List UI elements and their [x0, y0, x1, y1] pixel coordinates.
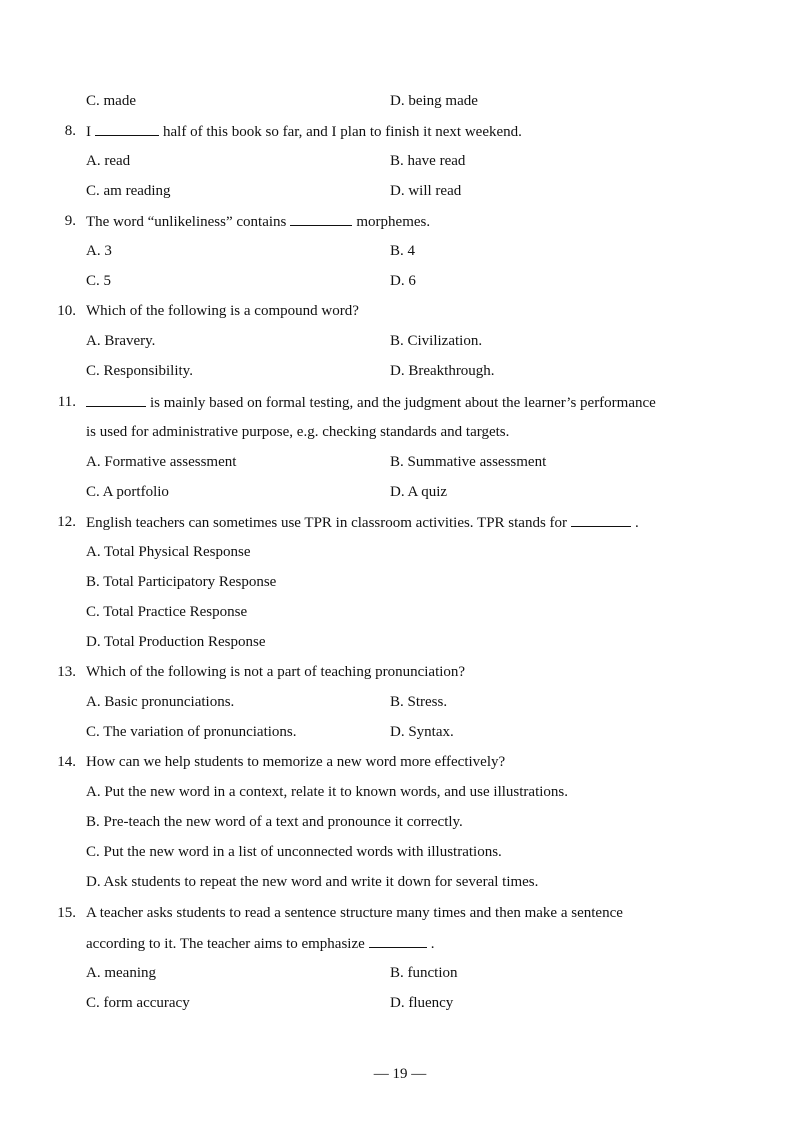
q8-option-d: D. will read	[390, 183, 462, 199]
q9-option-c: C. 5	[86, 273, 112, 289]
q15-blank	[369, 933, 427, 948]
q11-number: 11.	[57, 394, 76, 410]
q14-option-b: B. Pre-teach the new word of a text and pronounce it correctly.	[86, 814, 463, 830]
q9-stem-post: morphemes.	[356, 214, 431, 230]
q12-stem	[86, 512, 639, 533]
q9-stem-pre: The word “unlikeliness” contains	[86, 214, 287, 230]
q13-option-c: C. The variation of pronunciations.	[86, 724, 297, 740]
q15-stem-line2-pre: according to it. The teacher aims to emphasize	[86, 936, 365, 952]
q8-stem-post: half of this book so far, and I plan to finish it next weekend.	[163, 124, 522, 140]
q14-option-a: A. Put the new word in a context, relate it to known words, and use illustrations.	[86, 784, 568, 800]
q15-stem-line2	[86, 933, 435, 954]
q15-option-b: B. function	[390, 965, 458, 981]
q7-option-d: D. being made	[390, 93, 478, 109]
q13-stem: Which of the following is not a part of teaching pronunciation?	[86, 664, 466, 680]
q11-option-a: A. Formative assessment	[86, 454, 237, 470]
q14-stem: How can we help students to memorize a new word more effectively?	[86, 754, 506, 770]
q12-stem-pre: English teachers can sometimes use TPR in classroom activities. TPR stands for	[86, 515, 568, 531]
q8-option-c: C. am reading	[86, 183, 171, 199]
page-number: — 19 —	[373, 1066, 427, 1082]
q15-number: 15.	[57, 905, 76, 921]
q12-number: 12.	[57, 514, 76, 530]
q8-stem	[86, 121, 522, 142]
q15-option-a: A. meaning	[86, 965, 156, 981]
q8-blank	[95, 121, 159, 136]
q11-stem	[86, 392, 656, 413]
q11-option-d: D. A quiz	[390, 484, 448, 500]
q15-stem: A teacher asks students to read a sentence structure many times and then make a sentence	[86, 905, 623, 921]
q10-number: 10.	[57, 303, 76, 319]
q8-stem-pre: I	[86, 124, 91, 140]
q13-option-a: A. Basic pronunciations.	[86, 694, 235, 710]
q11-blank	[86, 392, 146, 407]
q9-option-d: D. 6	[390, 273, 416, 289]
q15-option-d: D. fluency	[390, 995, 454, 1011]
q12-blank	[571, 512, 631, 527]
q13-option-b: B. Stress.	[390, 694, 448, 710]
q10-option-b: B. Civilization.	[390, 333, 483, 349]
q9-option-a: A. 3	[86, 243, 112, 259]
q14-option-d: D. Ask students to repeat the new word and write it down for several times.	[86, 874, 539, 890]
q10-option-c: C. Responsibility.	[86, 363, 193, 379]
q12-stem-post: .	[635, 515, 639, 531]
q13-option-d: D. Syntax.	[390, 724, 454, 740]
q11-option-b: B. Summative assessment	[390, 454, 547, 470]
q12-option-c: C. Total Practice Response	[86, 604, 248, 620]
q14-number: 14.	[57, 754, 76, 770]
q9-blank	[290, 211, 352, 226]
q12-option-a: A. Total Physical Response	[86, 544, 251, 560]
q8-number: 8.	[64, 123, 76, 139]
q8-option-b: B. have read	[390, 153, 466, 169]
q9-number: 9.	[64, 213, 76, 229]
q15-option-c: C. form accuracy	[86, 995, 190, 1011]
q15-stem-line2-post: .	[430, 936, 435, 952]
q10-option-d: D. Breakthrough.	[390, 363, 495, 379]
q12-option-b: B. Total Participatory Response	[86, 574, 277, 590]
q10-stem: Which of the following is a compound word?	[86, 303, 359, 319]
q8-option-a: A. read	[86, 153, 131, 169]
q9-option-b: B. 4	[390, 243, 416, 259]
q11-stem-post: is mainly based on formal testing, and the judgment about the learner’s performance	[150, 395, 656, 411]
q11-stem-line2: is used for administrative purpose, e.g. checking standards and targets.	[86, 424, 510, 440]
q12-option-d: D. Total Production Response	[86, 634, 266, 650]
q13-number: 13.	[57, 664, 76, 680]
q14-option-c: C. Put the new word in a list of unconnected words with illustrations.	[86, 844, 502, 860]
q9-stem	[86, 211, 430, 232]
q7-option-c: C. made	[86, 93, 136, 109]
q11-option-c: C. A portfolio	[86, 484, 169, 500]
q10-option-a: A. Bravery.	[86, 333, 156, 349]
